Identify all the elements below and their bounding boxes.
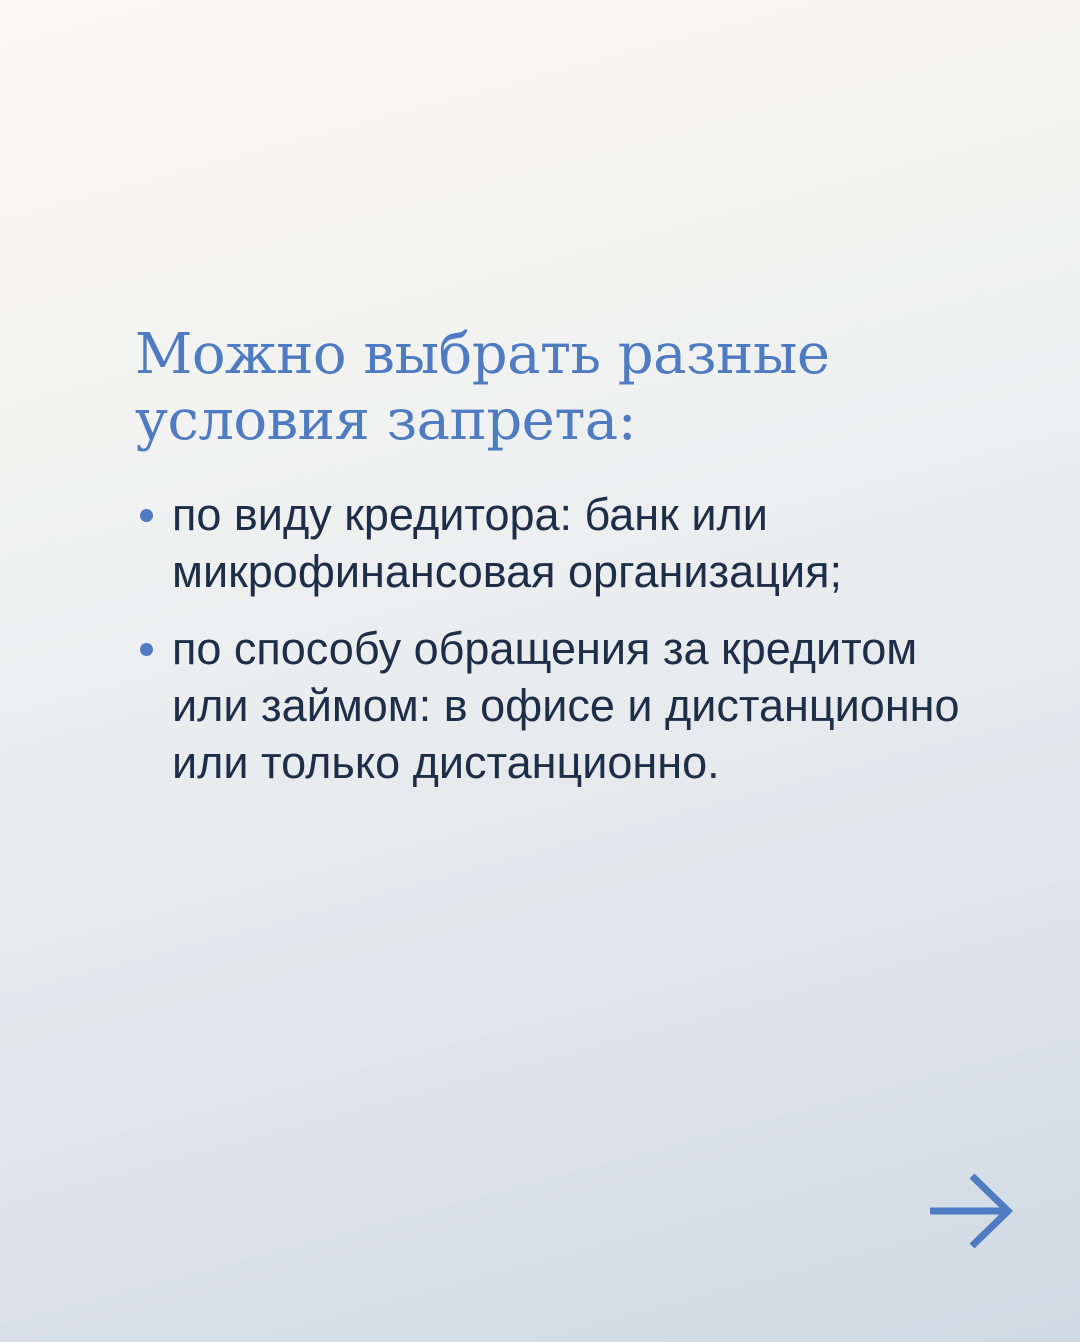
bullet-dot-icon — [140, 509, 153, 522]
heading-line: Можно выбрать разные — [135, 322, 830, 387]
list-item-line: или займом: в офисе и дистанционно — [172, 680, 960, 731]
list-item-line: по виду кредитора: банк или — [172, 489, 768, 540]
bullet-dot-icon — [140, 643, 153, 656]
list-item — [135, 486, 1035, 600]
list-item-line: или только дистанционно. — [172, 737, 720, 788]
list-item-line: микрофинансовая организация; — [172, 546, 842, 597]
list-item — [135, 620, 1035, 791]
conditions-list — [135, 486, 1035, 811]
heading-line: условия запрета: — [135, 388, 637, 453]
slide-heading — [135, 322, 1015, 454]
arrow-right-icon[interactable] — [926, 1170, 1016, 1252]
arrow-right-icon-graphic — [926, 1170, 1016, 1252]
list-item-line: по способу обращения за кредитом — [172, 623, 918, 674]
